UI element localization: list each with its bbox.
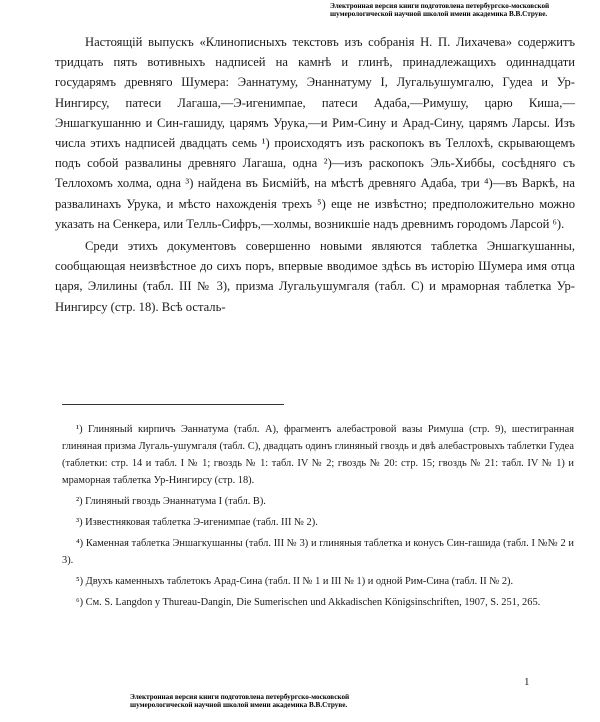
paragraph-1: Настоящій выпускъ «Клинописныхъ текстовъ изъ собранія Н. П. Лихачева» содержитъ тридцать пять вотивныхъ надписей на камнѣ и глинѣ, принадлежащихъ одиннадцати государямъ древняго Шумера: Эаннатуму, Энаннатуму I, Лугальушумгалю, Гудеа и Ур-Нингирсу, патеси Лагаша,—Э-игенимпае, патеси Адаба,—Римушу, царю Киша,—Эншагкушанню и Син-гашиду, царямъ Урука,—и Рим-Сину и Арад-Сину, царямъ Ларсы. Изъ числа этихъ надписей двадцать семь ¹) происходятъ изъ раскопокъ въ Теллохѣ, скрывающемъ подъ собой развалины древняго Лагаша, одна ²)—изъ раскопокъ Эль-Хиббы, сосѣдняго съ Теллохомъ холма, одна ³) найдена въ Бисмійѣ, на мѣстѣ древняго Адаба, три ⁴)—въ Варкѣ, на развалинахъ Урука, и мѣсто нахожденія трехъ ⁵) еще не извѣстно; предположительно можно указать на Сенкера, или Телль-Сифръ,—холмы, возникшіе надъ древнимъ городомъ Ларсой ⁶). [55,35,575,231]
footnotes [62,421,574,615]
footnote-3: ³) Известняковая таблетка Э-игенимпае (табл. III № 2). [76,517,318,528]
page-number: 1 [524,676,530,688]
main-text [55,32,575,317]
electronic-version-stamp-bottom: Электронная версия книги подготовлена петербургско-московской шумерологической научной школой имени академика В.В.Струве. [130,693,350,709]
footnote-4: ⁴) Каменная таблетка Эншагкушанны (табл. III № 3) и глиняныя таблетка и конусъ Син-гашида (табл. I №№ 2 и 3). [62,538,574,566]
electronic-version-stamp-top: Электронная версия книги подготовлена петербургско-московской шумерологической научной школой имени академика В.В.Струве. [330,2,550,18]
footnote-1: ¹) Глиняный кирпичъ Эаннатума (табл. А), фрагментъ алебастровой вазы Римуша (стр. 9), шестигранная глиняная призма Лугаль-ушумгаля (табл. С), двадцать одинъ глиняный гвоздь и двѣ алебастровыхъ таблетки Гудеа (таблетки: стр. 14 и табл. I № 1; гвоздь № 1: табл. IV № 2; гвоздь № 20: стр. 15; гвоздь № 21: табл. IV № 1) и мраморная таблетка Ур-Нингирсу (стр. 18). [62,424,574,486]
footnote-separator [62,404,284,405]
paragraph-2: Среди этихъ документовъ совершенно новыми являются таблетка Эншагкушанны, сообщающая неизвѣстное до сихъ поръ, впервые вводимое здѣсь въ исторію Шумера имя отца царя, Элилины (табл. III № 3), призма Лугальушумгаля (табл. С) и мраморная таблетка Ур-Нингирсу (стр. 18). Всѣ осталь- [55,239,575,314]
footnote-2: ²) Глиняный гвоздь Энаннатума I (табл. В). [76,496,266,507]
footnote-6: ⁶) См. S. Langdon y Thureau-Dangin, Die Sumerischen und Akkadischen Königsinschriften, 1907, S. 251, 265. [76,597,541,608]
footnote-5: ⁵) Двухъ каменныхъ таблетокъ Арад-Сина (табл. II № 1 и III № 1) и одной Рим-Сина (табл. II № 2). [76,576,514,587]
